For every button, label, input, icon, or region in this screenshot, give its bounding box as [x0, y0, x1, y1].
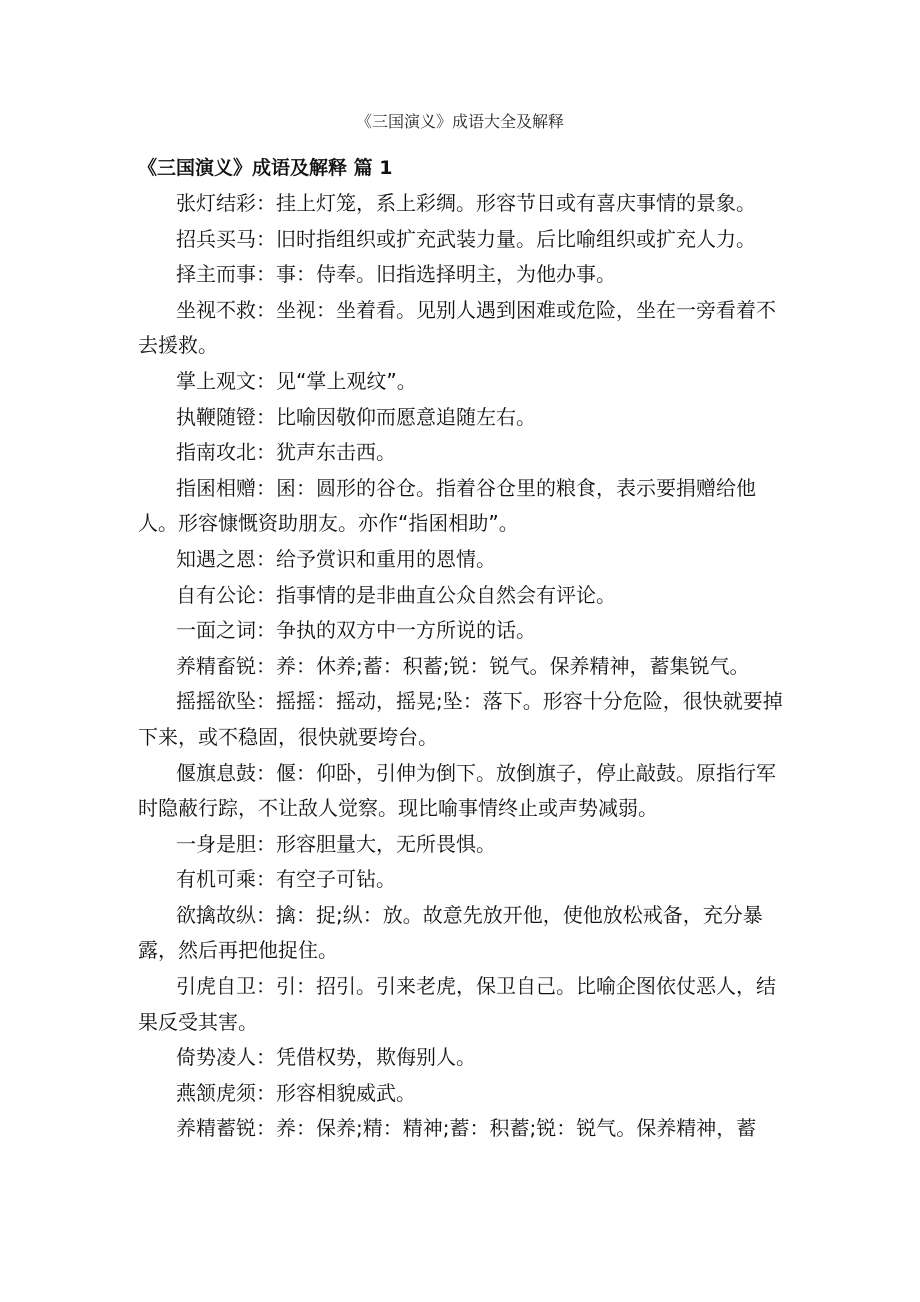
idiom-entry: 燕颔虎须：形容相貌威武。 — [176, 1080, 416, 1105]
idiom-entry: 自有公论：指事情的是非曲直公众自然会有评论。 — [176, 582, 616, 607]
idiom-entry: 倚势凌人：凭借权势，欺侮别人。 — [176, 1045, 476, 1070]
idiom-entry: 择主而事：事：侍奉。旧指选择明主，为他办事。 — [176, 262, 616, 287]
idiom-entry: 引虎自卫：引：招引。引来老虎，保卫自己。比喻企图依仗恶人，结果反受其害。 — [138, 974, 776, 1034]
idiom-entry: 指囷相赠：囷：圆形的谷仓。指着谷仓里的粮食，表示要捐赠给他人。形容慷慨资助朋友。亦作“指囷相助”。 — [138, 475, 756, 536]
idiom-entry: 养精畜锐：养：休养;蓄：积蓄;锐：锐气。保养精神，蓄集锐气。 — [176, 653, 750, 678]
idiom-entry: 摇摇欲坠：摇摇：摇动，摇晃;坠：落下。形容十分危险，很快就要掉下来，或不稳固，很快就要垮台。 — [138, 689, 783, 749]
idiom-entry: 养精蓄锐：养：保养;精：精神;蓄：积蓄;锐：锐气。保养精神，蓄 — [176, 1116, 757, 1141]
idiom-entry: 指南攻北：犹声东击西。 — [176, 440, 396, 465]
section-heading: 《三国演义》成语及解释 篇 1 — [138, 157, 393, 179]
idiom-entry: 有机可乘：有空子可钻。 — [176, 867, 396, 892]
idiom-entry: 欲擒故纵：擒：捉;纵：放。故意先放开他，使他放松戒备，充分暴露，然后再把他捉住。 — [138, 902, 763, 963]
idiom-entry: 一面之词：争执的双方中一方所说的话。 — [176, 618, 536, 643]
idiom-entry: 知遇之恩：给予赏识和重用的恩情。 — [176, 546, 496, 571]
idiom-entry: 偃旗息鼓：偃：仰卧，引伸为倒下。放倒旗子，停止敲鼓。原指行军时隐蔽行踪，不让敌人觉察。现比喻事情终止或声势减弱。 — [138, 760, 776, 821]
idiom-list — [138, 186, 788, 1147]
idiom-entry: 掌上观文：见“掌上观纹”。 — [176, 368, 417, 393]
idiom-entry: 一身是胆：形容胆量大，无所畏惧。 — [176, 831, 496, 856]
idiom-entry: 张灯结彩：挂上灯笼，系上彩绸。形容节日或有喜庆事情的景象。 — [176, 191, 756, 215]
idiom-entry: 坐视不救：坐视：坐着看。见别人遇到困难或危险，坐在一旁看着不去援救。 — [138, 297, 776, 358]
document-title: 《三国演义》成语大全及解释 — [355, 112, 564, 131]
idiom-entry: 招兵买马：旧时指组织或扩充武装力量。后比喻组织或扩充人力。 — [176, 226, 756, 251]
idiom-entry: 执鞭随镫：比喻因敬仰而愿意追随左右。 — [176, 404, 536, 429]
